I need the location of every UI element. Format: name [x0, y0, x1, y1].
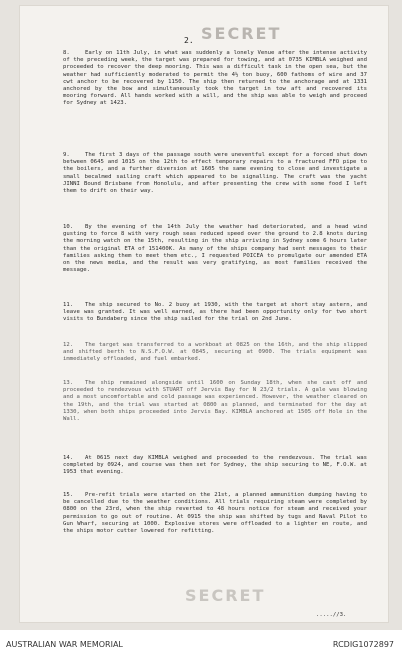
paragraph-text: Pre-refit trials were started on the 21st, a planned ammunition dumping having to be cancelled due to the weather conditions. All trials requiring steam were completed by 0800 on the 23rd, when the ship reverted to 48 hours notice for steam and received your permission to go out of routine. At 0915 the ship was shifted by tugs and Naval Pilot to Gun Wharf, securing at 1000. Explosive stores were offloaded to a lighter en route, and the ships motor cutter lowered for refitting. [63, 492, 367, 535]
paragraph-number: 12. [63, 342, 74, 348]
secret-stamp-bottom: SECRET [185, 586, 266, 605]
paragraph-number: 9. [63, 152, 70, 158]
secret-stamp-top: SECRET [201, 24, 282, 43]
paragraph-10 [63, 224, 367, 274]
paragraph-number: 11. [63, 302, 74, 308]
paragraph-number: 15. [63, 492, 74, 498]
record-id: RCDIG1072897 [332, 640, 394, 649]
paragraph-12 [63, 342, 367, 364]
archive-footer [0, 638, 402, 654]
paragraph-13 [63, 380, 367, 423]
paragraph-text: The target was transferred to a workboat at 0825 on the 16th, and the ship slipped and shifted berth to N.S.F.O.W. at 0845, securing at 0900. The trials equipment was immediately offloaded, and fuel embarked. [63, 342, 367, 363]
paragraph-text: By the evening of the 14th July the weather had deteriorated, and a head wind gusting to force 8 with very rough seas reduced speed over the ground to 2.8 knots during the morning watch on the 15th, resulting in the ship arriving in Sydney some 6 hours later than the original ETA of 151400K. As many of the ships company had sent messages to their families asking them to meet them etc., I requested POICEA to promulgate our amended ETA on the news media, and the result was very gratifying, as most families received the message. [63, 224, 367, 274]
archive-name: AUSTRALIAN WAR MEMORIAL [6, 640, 123, 649]
paragraph-text: At 0615 next day KIMBLA weighed and proceeded to the rendezvous. The trial was completed by 0924, and course was then set for Sydney, the ship securing to NE, F.O.W. at 1953 that evening. [63, 455, 367, 476]
paragraph-14 [63, 455, 367, 477]
page-number: 2. [184, 36, 194, 45]
paragraph-number: 10. [63, 224, 74, 230]
paragraph-number: 13. [63, 380, 74, 386]
paragraph-text: The ship remained alongside until 1600 on Sunday 18th, when she cast off and proceeded to rendezvous with STUART off Jervis Bay for N 23/2 trials. A gale was blowing and a most uncomfortable and cold passage was experienced. However, the weather cleared on the 19th, and the trial was started at 0800 as planned, and terminated for the day at 1330, when both ships proceeded into Jervis Bay. KIMBLA anchored at 1505 off Hole in the Wall. [63, 380, 367, 423]
paragraph-9 [63, 152, 367, 195]
paragraph-15 [63, 492, 367, 535]
paragraph-number: 14. [63, 455, 74, 461]
paragraph-text: Early on 11th July, in what was suddenly a lonely Venue after the intense activity of the preceding week, the target was prepared for towing, and at 0735 KIMBLA weighed and proceeded to recover the deep mooring. This was a difficult task in the open sea, but the weather had sufficiently moderated to permit the 4½ ton buoy, 600 fathoms of wire and 37 cwt anchor to be recovered by 1150. The ship then returned to the anchorage and at 1331 anchored by the bow and simultaneously took the target in tow aft and recovered its mooring forward. All hands worked with a will, and the ship was able to weigh and proceed for Sydney at 1423. [63, 50, 367, 107]
paragraph-number: 8. [63, 50, 70, 56]
paragraph-8 [63, 50, 367, 108]
continuation-marker: .....//3. [316, 612, 347, 618]
paragraph-text: The first 3 days of the passage south were uneventful except for a forced shut down between 0645 and 1015 on the 12th to effect temporary repairs to a fractured FFO pipe to the boilers, and a further diversion at 1605 the same evening to close and investigate a small becalmed sailing craft which appeared to be signalling. The craft was the yacht JINNI Bound Brisbane from Honolulu, and after presenting the crew with some food I left them to drift on their way. [63, 152, 367, 195]
paragraph-11 [63, 302, 367, 324]
paragraph-text: The ship secured to No. 2 buoy at 1930, with the target at short stay astern, and leave was granted. It was well earned, as there had been opportunity only for two short visits to Bundaberg since the ship sailed for the trial on 2nd June. [63, 302, 367, 323]
